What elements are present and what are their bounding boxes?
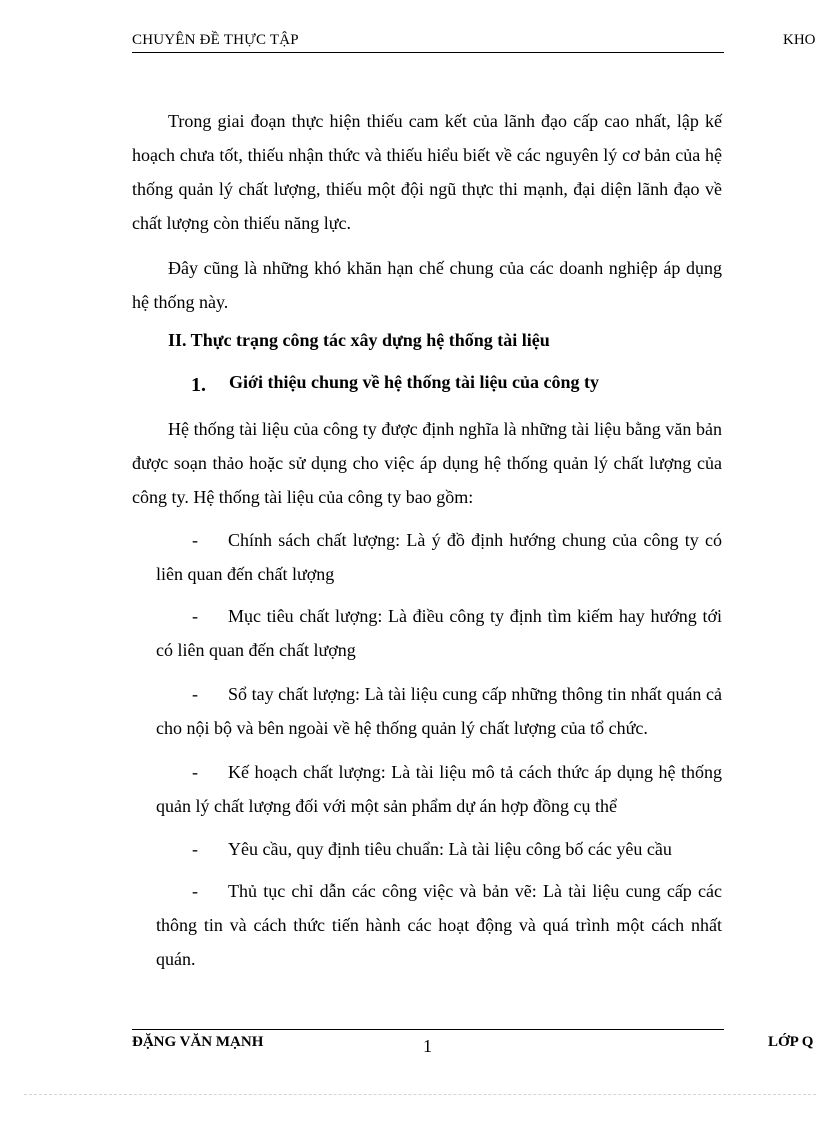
bullet-dash: - [192,762,198,782]
header-title: CHUYÊN ĐỀ THỰC TẬP [132,32,299,48]
list-item-text: Kế hoạch chất lượng: Là tài liệu mô tả cách thức áp dụng hệ thống quản lý chất lượng đối với một sản phẩm dự án hợp đồng cụ thể [156,762,722,816]
header-right-text: KHO [783,32,816,48]
bullet-dash: - [192,530,198,550]
bullet-dash: - [192,684,198,704]
subsection-title: Giới thiệu chung về hệ thống tài liệu của công ty [229,372,599,392]
bullet-dash: - [192,881,198,901]
list-item [156,874,722,976]
list-item [156,677,722,745]
list-item-text: Thủ tục chỉ dẫn các công việc và bản vẽ: Là tài liệu cung cấp các thông tin và cách thức tiến hành các hoạt động và quá trình một cách nhất quán. [156,881,722,969]
section-heading: II. Thực trạng công tác xây dựng hệ thống tài liệu [168,330,550,350]
paragraph-1: Trong giai đoạn thực hiện thiếu cam kết của lãnh đạo cấp cao nhất, lập kế hoạch chưa tốt, thiếu nhận thức và thiếu hiểu biết về các nguyên lý cơ bản của hệ thống quản lý chất lượng, thiếu một đội ngũ thực thi mạnh, đại diện lãnh đạo về chất lượng còn thiếu năng lực. [132,111,722,233]
bullet-dash: - [192,839,198,859]
list-item-text: Chính sách chất lượng: Là ý đồ định hướng chung của công ty có liên quan đến chất lượng [156,530,722,584]
list-item [156,832,722,866]
list-item [156,599,722,667]
subsection-number: 1. [191,374,206,396]
list-item [156,755,722,823]
paragraph-2: Đây cũng là những khó khăn hạn chế chung của các doanh nghiệp áp dụng hệ thống này. [132,258,722,312]
bullet-dash: - [192,606,198,626]
footer-rule [132,1029,724,1030]
footer-class: LỚP Q [768,1034,814,1050]
list-item-text: Yêu cầu, quy định tiêu chuẩn: Là tài liệu công bố các yêu cầu [228,839,672,859]
list-item-text: Sổ tay chất lượng: Là tài liệu cung cấp những thông tin nhất quán cả cho nội bộ và bên ngoài về hệ thống quản lý chất lượng của tổ chức. [156,684,722,738]
list-item [156,523,722,591]
paragraph-3: Hệ thống tài liệu của công ty được định nghĩa là những tài liệu bằng văn bản được soạn thảo hoặc sử dụng cho việc áp dụng hệ thống quản lý chất lượng của công ty. Hệ thống tài liệu của công ty bao gồm: [132,419,722,507]
page-edge-divider [24,1094,816,1095]
list-item-text: Mục tiêu chất lượng: Là điều công ty định tìm kiếm hay hướng tới có liên quan đến chất lượng [156,606,722,660]
footer-author: ĐẶNG VĂN MẠNH [132,1034,264,1050]
page-number: 1 [423,1036,432,1056]
header-rule [132,52,724,53]
